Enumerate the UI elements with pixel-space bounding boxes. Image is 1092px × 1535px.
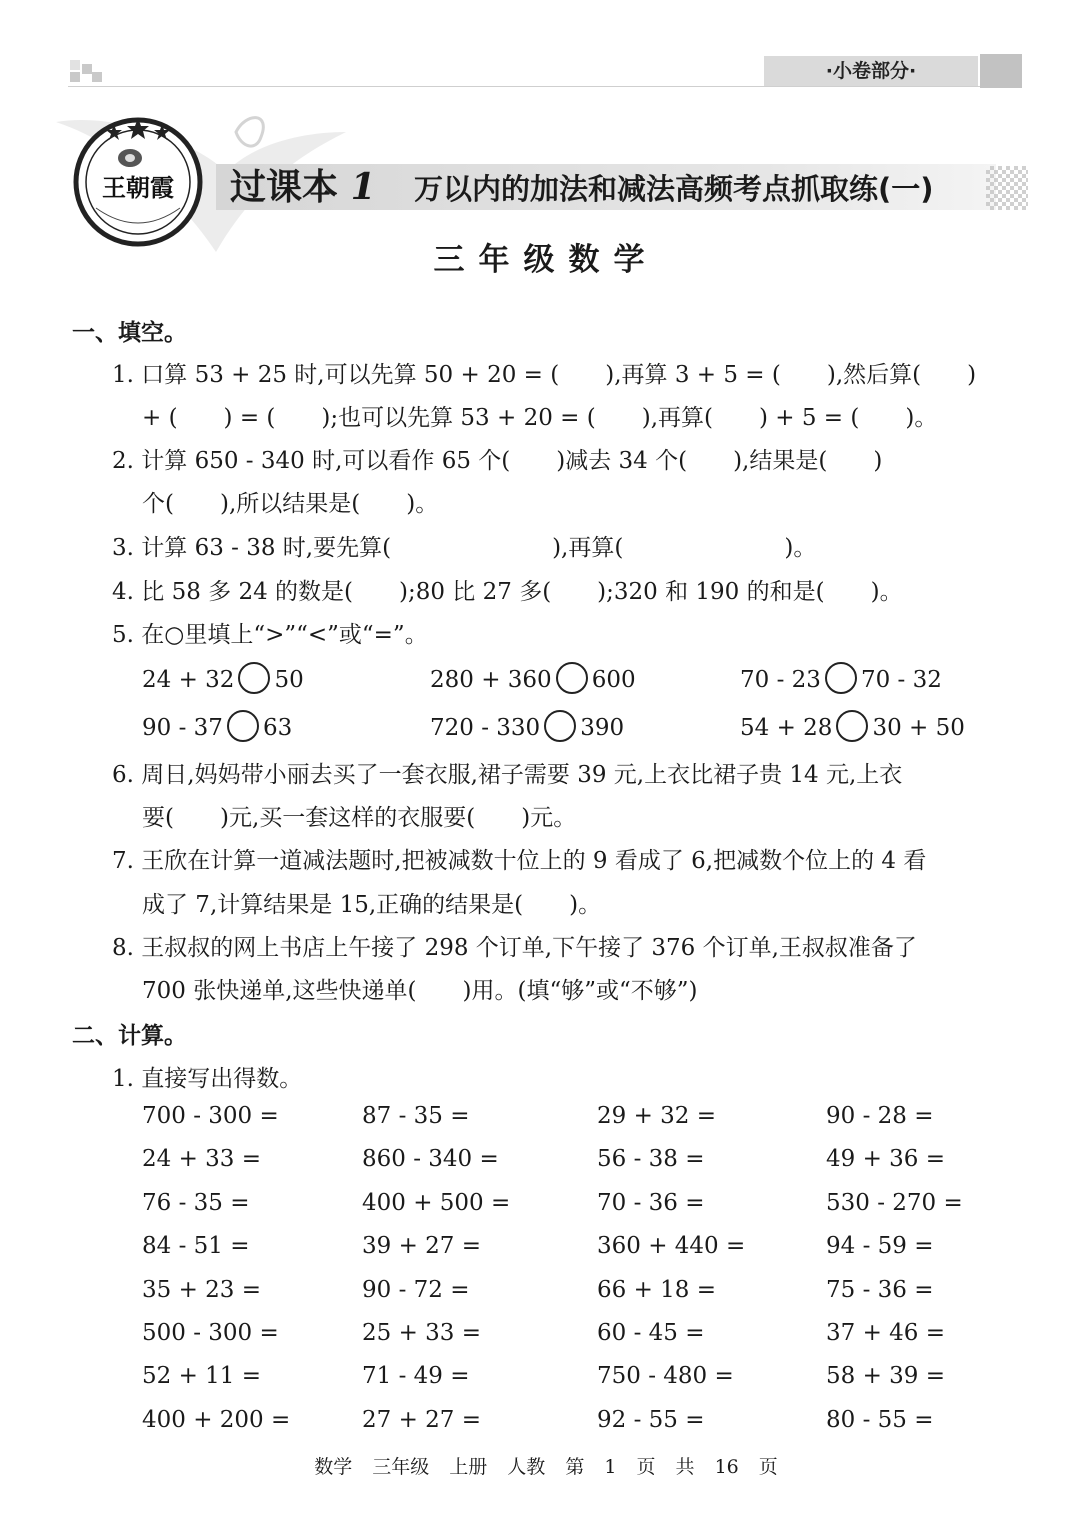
compare-left: 54 + 28: [740, 715, 833, 741]
calc-item: 400 + 200 =: [142, 1407, 291, 1433]
question-line: 700 张快递单,这些快递单( )用。(填“够”或“不够”): [142, 978, 698, 1004]
calc-item: 750 - 480 =: [597, 1363, 734, 1389]
calc-item: 84 - 51 =: [142, 1233, 250, 1259]
tag-end-block: [980, 54, 1022, 88]
compare-circle[interactable]: [836, 710, 868, 742]
compare-item: [740, 710, 965, 742]
calc-item: 52 + 11 =: [142, 1363, 262, 1389]
question-line: 个( ),所以结果是( )。: [142, 491, 439, 517]
lesson-title: 万以内的加法和减法高频考点抓取练(一): [414, 172, 934, 206]
calc-item: 400 + 500 =: [362, 1190, 511, 1216]
question-line: 7. 王欣在计算一道减法题时,把被减数十位上的 9 看成了 6,把减数个位上的 4 看: [112, 848, 927, 874]
calc-item: 24 + 33 =: [142, 1146, 262, 1172]
question-line: + ( ) = ( );也可以先算 53 + 20 = ( ),再算( ) + 5 = ( )。: [142, 405, 938, 431]
compare-right: 30 + 50: [872, 715, 965, 741]
compare-left: 90 - 37: [142, 715, 223, 741]
calc-item: 60 - 45 =: [597, 1320, 705, 1346]
compare-right: 63: [262, 715, 293, 741]
calc-item: 87 - 35 =: [362, 1103, 470, 1129]
section-tag: ·小卷部分·: [764, 56, 978, 86]
compare-circle[interactable]: [825, 662, 857, 694]
calc-item: 700 - 300 =: [142, 1103, 279, 1129]
course-label-text: 过课本: [230, 166, 339, 208]
compare-circle[interactable]: [238, 662, 270, 694]
question-line: 1. 口算 53 + 25 时,可以先算 50 + 20 = ( ),再算 3 + 5 = ( ),然后算( ): [112, 362, 977, 388]
calc-item: 90 - 28 =: [826, 1103, 934, 1129]
question-line: 8. 王叔叔的网上书店上午接了 298 个订单,下午接了 376 个订单,王叔叔准备了: [112, 935, 917, 961]
calc-item: 58 + 39 =: [826, 1363, 946, 1389]
compare-item: [740, 662, 942, 694]
question-line: 4. 比 58 多 24 的数是( );80 比 27 多( );320 和 190 的和是( )。: [112, 579, 903, 605]
sub-question: 1. 直接写出得数。: [112, 1066, 303, 1092]
calc-item: 25 + 33 =: [362, 1320, 482, 1346]
question-line: 5. 在○里填上“>”“<”或“=”。: [112, 622, 428, 648]
calc-item: 66 + 18 =: [597, 1277, 717, 1303]
question-line: 3. 计算 63 - 38 时,要先算( ),再算( )。: [112, 535, 817, 561]
calc-item: 360 + 440 =: [597, 1233, 746, 1259]
calc-item: 90 - 72 =: [362, 1277, 470, 1303]
page-footer: 数学 三年级 上册 人教 第 1 页 共 16 页: [314, 1456, 778, 1478]
compare-left: 280 + 360: [430, 667, 552, 693]
calc-item: 71 - 49 =: [362, 1363, 470, 1389]
compare-circle[interactable]: [556, 662, 588, 694]
calc-item: 94 - 59 =: [826, 1233, 934, 1259]
compare-right: 600: [591, 667, 636, 693]
calc-item: 56 - 38 =: [597, 1146, 705, 1172]
compare-left: 70 - 23: [740, 667, 821, 693]
course-number: 1: [350, 166, 376, 208]
compare-left: 720 - 330: [430, 715, 541, 741]
brand-seal: [68, 108, 208, 248]
compare-circle[interactable]: [544, 710, 576, 742]
brand-name: 王朝霞: [102, 173, 174, 202]
calc-item: 49 + 36 =: [826, 1146, 946, 1172]
header-rule: [68, 86, 1022, 87]
course-label: [230, 164, 376, 210]
calc-item: 92 - 55 =: [597, 1407, 705, 1433]
calc-item: 39 + 27 =: [362, 1233, 482, 1259]
calc-item: 37 + 46 =: [826, 1320, 946, 1346]
calc-item: 27 + 27 =: [362, 1407, 482, 1433]
calc-item: 75 - 36 =: [826, 1277, 934, 1303]
compare-right: 70 - 32: [860, 667, 942, 693]
compare-circle[interactable]: [227, 710, 259, 742]
calc-item: 860 - 340 =: [362, 1146, 499, 1172]
banner-checker-pattern: [986, 166, 1028, 210]
compare-item: [430, 710, 624, 742]
calc-item: 76 - 35 =: [142, 1190, 250, 1216]
grade-subject: 三年级数学: [433, 242, 659, 278]
question-line: 成了 7,计算结果是 15,正确的结果是( )。: [142, 892, 602, 918]
question-line: 6. 周日,妈妈带小丽去买了一套衣服,裙子需要 39 元,上衣比裙子贵 14 元,上衣: [112, 762, 903, 788]
calc-item: 530 - 270 =: [826, 1190, 963, 1216]
compare-item: [142, 710, 292, 742]
compare-left: 24 + 32: [142, 667, 235, 693]
compare-right: 390: [580, 715, 625, 741]
calc-item: 35 + 23 =: [142, 1277, 262, 1303]
calc-item: 70 - 36 =: [597, 1190, 705, 1216]
compare-right: 50: [274, 667, 304, 693]
question-line: 要( )元,买一套这样的衣服要( )元。: [142, 805, 577, 831]
calc-item: 80 - 55 =: [826, 1407, 934, 1433]
compare-item: [142, 662, 304, 694]
question-line: 2. 计算 650 - 340 时,可以看作 65 个( )减去 34 个( ),结果是( ): [112, 448, 883, 474]
compare-item: [430, 662, 636, 694]
section1-title: 一、填空。: [72, 320, 187, 346]
calc-item: 29 + 32 =: [597, 1103, 717, 1129]
calc-item: 500 - 300 =: [142, 1320, 279, 1346]
section2-title: 二、计算。: [72, 1023, 187, 1049]
